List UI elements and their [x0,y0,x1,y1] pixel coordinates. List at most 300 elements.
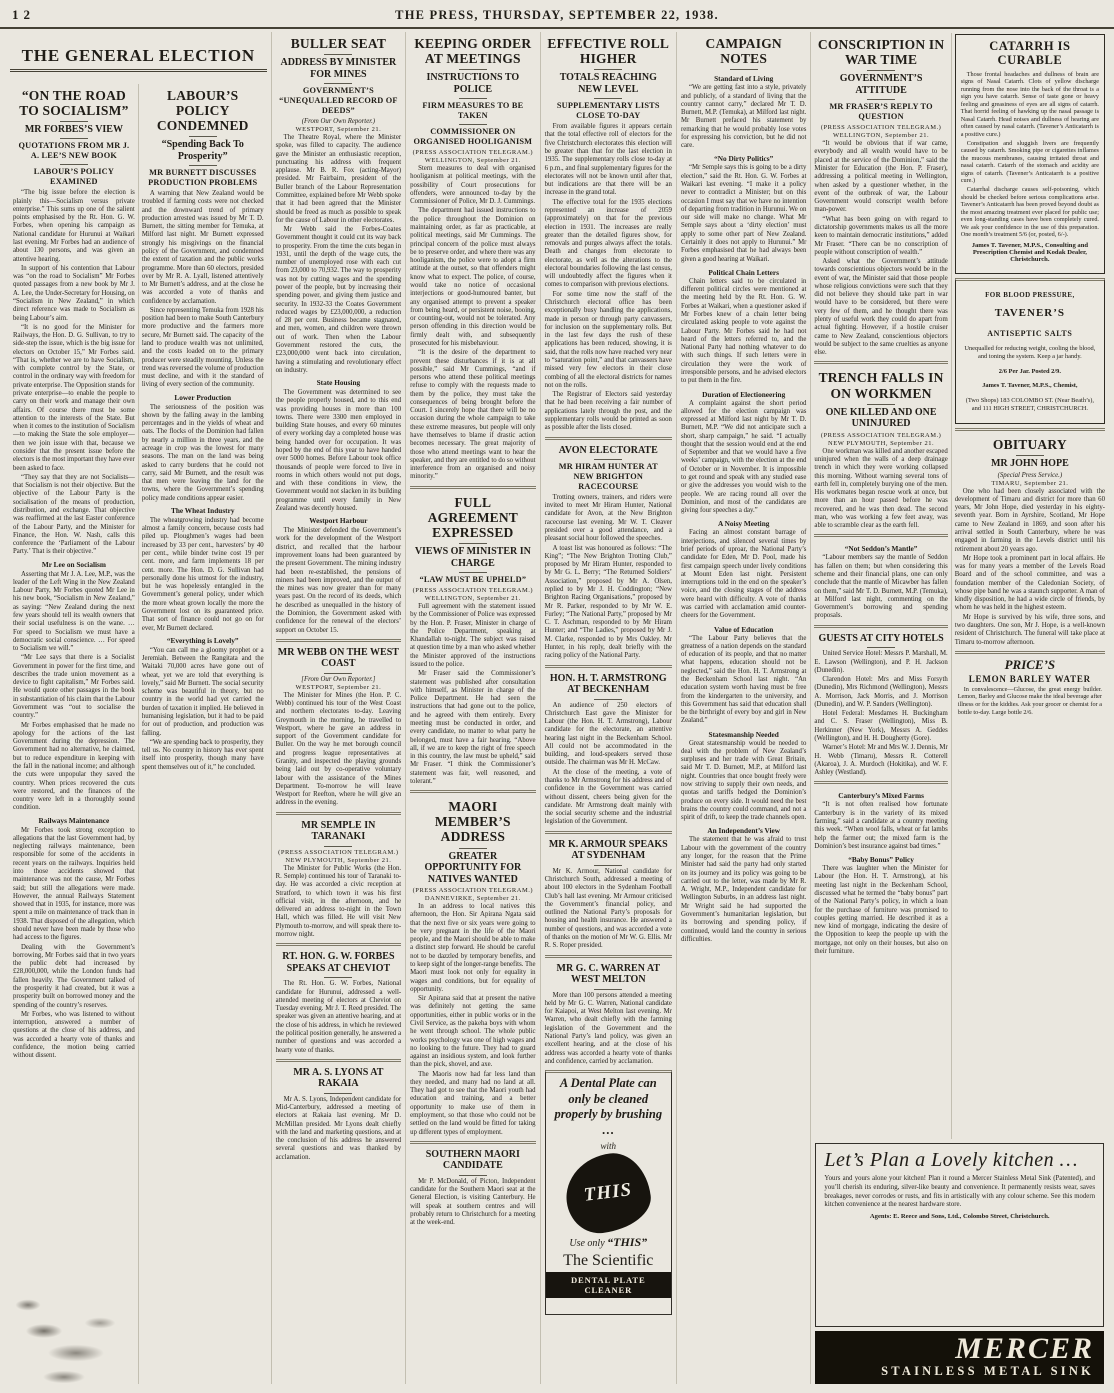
paragraph: “Mr Semple says this is going to be a dirty election,” said the Rt. Hon. G. W. Forbes at Waikari last evening. “I make it a policy never to contradict a Minister; but on this occasion I must say that we have no intention of departing from tradition in Hurunui. We on our side will make no change. What Mr Semple says about a ‘dirty election’ must apply to some other part of New Zealand. Certainly it does not apply to Hurunui.” Mr Forbes emphasised that he had always been given a good hearing at Waikari. [680,164,807,263]
paragraph: “We are getting fast into a style, privately and publicly, of a standard of living that the country cannot carry,” declared Mr T. D. Burnett, M.P. (Temuka), at Milford last night. Mr Burnett prefaced his statement by remarking that he would probably lose votes for expressing his conviction, but he did not care. [680,84,807,150]
headline-line [867,99,895,100]
paragraph: A toast list was honoured as follows: “The King”; “The New Brighton Trotting Club,” proposed by Mr Hiram Hunter, responded to by Mr G. L. Berry; “The Returned Soldiers’ Association,” proposed by Mr A. Olsen, replied to by Mr J. H. Coddington; “New Brighton Racing Organisations,” proposed by Mr R. Parker, responded to by Mr W. E. Furley; “The National Party,” proposed by Mr C. T. Aschman, responded to by Mr Hiram Hunter; and “The Ladies,” proposed by Mr J. M. Clarke, responded to by Mrs Oakley. Mr Hunter, in his reply, dealt briefly with the racing policy of the National Party. [544,544,672,660]
article-headlines [410,799,535,902]
masthead: THE PRESS, THURSDAY, SEPTEMBER 22, 1938. [395,8,719,22]
article-avon-electorate [545,437,672,661]
article-headlines [545,673,672,700]
article-headlines [13,88,135,188]
headline-line [324,977,352,978]
article-road-to-socialism [13,88,135,1061]
campaign-note [681,74,806,150]
use-only-text: Use only [569,1237,605,1249]
headline-line [459,848,487,849]
headline-line [594,699,622,700]
article-body [545,868,672,951]
headline-line: CAMPAIGN NOTES [705,36,782,67]
salts-ad-lines [961,291,1099,412]
campaign-note-heading: An Independent’s View [707,826,781,836]
article-body [276,692,401,808]
paragraph: Lower Production [174,392,232,402]
paragraph: Mr Lee on Socialism [41,559,106,569]
paragraph: “The Labour Party believes that the greatness of a nation depends on the standard of education of its people, and that no matter what happens, education should not be neglected,” said the Hon. H. T. Armstrong at the Beckenham School last night. “An education system worth having must be free from the kindergarten to the university, and this Government has said that education shall be the birthright of every boy and girl in New Zealand.” [680,634,807,725]
headline-line: WESTPORT, September 21. [295,683,382,691]
paragraph: The effective total for the 1935 elections represented an increase of 2059 (approximately) on that for the previous election in 1931. The increases are really greater than the detailed figures show, for removals and purges always affect the totals. Death and changes from electorate to electorate, as well as the alterations to the electoral boundaries following the last census, will undoubtedly affect the figures when it comes to comparison with previous elections. [544,198,672,289]
paragraph: Dealing with the Government’s borrowing, Mr Forbes said that in two years the public debt had increased by £28,000,000, while the London funds had fallen heavily. The Government talked of the prosperity it had created, but it was a prosperity built on borrowed money and the spending of the country’s reserves. [13,943,135,1009]
campaign-note [681,730,806,823]
column-labour-policy-condemned [138,84,267,1384]
headline-line: CONSCRIPTION IN WAR TIME [817,37,945,68]
paragraph: “They say that they are not Socialists—that Socialism is not their objective. But the objective of the Labour Party is the socialisation of the means of production, distribution, and exchange. That objective was reaffirmed at the last Easter conference of the Labour Party, and the Minister for Finance, the Hon. W. Nash, calls this conference the ‘Parliament of the Labour Party.’ That is their objective.” [13,473,135,556]
headline-line [867,404,895,405]
ad-line: 2/6 Per Jar. Posted 2/9. [998,367,1061,375]
article-body [276,1096,401,1162]
campaign-note [814,544,947,620]
dental-ad-headline: A Dental Plate can only be cleaned properly by brushing … [554,1076,663,1137]
paragraph: In an address to local natives this afternoon, the Hon. Sir Apirana Ngata said that the next five or six years were going to be very pregnant in the life of the Maori people, and the Maori should be able to make a distinct step forward. He should be careful not to be dazzled by temporary benefits, and to keep sight of the longer-range benefits. The Maori must look not only for equality in wages and conditions, but for equality of opportunity. [410,903,536,993]
paragraph: The Wheat Industry [170,506,235,515]
paragraph: State Housing [316,378,361,388]
headline-line: MAORI MEMBER’S ADDRESS [434,799,511,845]
right-section [810,32,1108,1384]
article-headlines [681,36,806,70]
paragraph: Asserting that Mr J. A. Lee, M.P., was the leader of the Left Wing in the New Zealand Labour Party, Mr Forbes quoted Mr Lee in his new book, “Socialism in New Zealand,” as saying: “New Zealand during the next few years should tell its wealth owners that their social usefulness is on the wane. … For speed to Socialism we must have a democratic social conscience. … For speed to Socialism we will.” [13,570,135,653]
headline-line [459,543,487,544]
mercer-banner [815,1331,1104,1384]
paragraph: A complaint against the short period allowed for the election campaign was expressed at Milford last night by Mr T. D. Burnett, M.P. “We did not anticipate such a short, sharp campaign,” he said. “I actually thought that the session would end at the end of September and that we would have a five weeks’ campaign, with the election at the end of October or in November. It is impossible to get round and speak with any studied ease or give the addresses you would wish to the people. We are racing round all over the Dominion, and most of the candidates are giving four speeches a day.” [680,399,807,515]
headline-line [324,673,352,674]
campaign-note-heading: Statesmanship Needed [708,729,779,739]
columns [0,29,1114,1390]
headline-line [189,165,217,166]
headline-line: BULLER SEAT [290,36,387,51]
headline-line: SOUTHERN MAORI CANDIDATE [425,1148,520,1172]
article-guests-city-hotels [814,625,947,778]
campaign-note-heading: A Noisy Meeting [717,519,770,529]
paragraph: More than 100 persons attended a meeting held by Mr G. C. Warren, National candidate for Kaiapoi, at West Melton last evening. Mr Warren, who dealt chiefly with the farming legislation of the Government and the National Party’s land policy, was given an excellent hearing, and at the close of his address was accorded a hearty vote of thanks and confidence, carried by acclamation. [544,991,672,1065]
kitchen-ad-headline: Let’s Plan a Lovely kitchen … [824,1149,1078,1171]
article-body [410,1178,535,1228]
paragraph: Mr P. McDonald, of Picton, Independent candidate for the Southern Maori seat at the General Election, is visiting Canterbury. He will speak at southern centres and will probably return to Christchurch for a meeting at the week-end. [410,1177,536,1227]
dental-plate-ad [545,1070,672,1315]
paragraph: Asked what the Government’s attitude towards conscientious objectors would be in the event of war, the Minister said that those people whose religious convictions were such that they did not believe they should take part in war would have to be considered, but there were very few of them, and he thought there was plenty of useful work they could do apart from actual fighting. However, if a hostile cruiser came to New Zealand, conscientious objectors would be subject to the same cruelties as anyone else. [814,258,948,357]
article-headlines [545,963,672,990]
headline-line [324,83,352,84]
paragraph: The Maoris now had far less land than they needed, and many had no land at all. They had got to see that the Maori youth had education and training, and a better opportunity to make use of them in employment, so that those who could not be settled on the land would be fitted for taking up different types of employment. [410,1070,536,1136]
headline-line [459,98,487,99]
prices-ad-product: LEMON BARLEY WATER [968,673,1091,684]
headline-line: RT. HON. G. W. FORBES SPEAKS AT CHEVIOT [282,951,395,974]
headline-line: OBITUARY [992,436,1067,452]
campaign-note-heading: Canterbury’s Mixed Farms [838,791,924,801]
campaign-note [681,826,806,944]
kitchen-ad-body: Yours and yours alone your kitchen! Plan it round a Mercer Stainless Metal Sink (Patented), and you’ll cherish its enduring, silver-like beauty and convenience. It permanently resists wear, saves breakages, never corrodes or rusts, and fits in artistically with any colour scheme. See this modern kitchen convenience at the nearest hardware store. [824,1175,1095,1209]
headline-line: COMMISSIONER ON ORGANISED HOOLIGANISM [413,127,533,147]
article-trench-falls [814,361,947,530]
paragraph: “It is not often realised how fortunate Canterbury is in the variety of its mixed farming,” said a candidate at a country meeting this week. “When wool falls, wheat or fat lambs help the farmer out; the mixed farm is the Dominion’s best insurance against bad times.” [814,801,948,850]
paragraph: In support of his contention that Labour was “on the road to Socialism” Mr Forbes quoted passages from a new book by Mr J. A. Lee, the Under-Secretary for Housing, on “Socialism in New Zealand,” in which direct reference was made to Socialism as being Labour’s aim. [13,264,135,322]
article-headlines [814,370,947,446]
article-warren-west-melton [545,955,672,1067]
paragraph: The Government was determined to see the people properly housed, and to this end was providing houses in more than 100 towns. There were 3300 men employed in building State houses, and every 60 minutes of every working day a completed house was being handed over for occupation. It was hoped by the end of this year to have handed over 5000 homes. Before Labour took office thousands of people were forced to live in rooms in which others would not put dogs, and with these conditions in view, the Government would not slacken in its building programme until every family in New Zealand was decently housed. [275,389,402,512]
paragraph: For some time now the staff of the Christchurch electoral office has been exceptionally busy handling the applications, made in person or through party canvassers, for inclusion on the supplementary rolls. But in the last few days the rush of these applications has been reduced, showing, it is said, that the rolls now have reached very near to “saturation point,” and that canvassers have missed very few electors in their close combing of all the electoral districts for names not on the rolls. [544,290,672,389]
paragraph: Constipation and sluggish livers are frequently caused by catarrh. Smoking pipe or cigarettes inflames the mucous membranes, causing irritated throat and nasal catarrh. Catarrh of the stomach and acidity are signs of catarrh. (Tavener’s Anticatarrh is a positive cure.) [960,139,1099,185]
headline-line: MR G. C. WARREN AT WEST MELTON [556,962,661,986]
article-body [814,650,947,777]
headline-line [730,69,758,70]
headline-line [594,459,622,460]
headline-line [594,98,622,99]
headline-line: (PRESS ASSOCIATION TELEGRAM.) [278,848,399,856]
headline-line: QUOTATIONS FROM MR J. A. LEE’S NEW BOOK [18,141,130,161]
column-ads-right [951,33,1108,1139]
kitchen-ad-agents: Agents: E. Reece and Sons, Ltd., Colombo Street, Christchurch. [869,1213,1050,1221]
campaign-note [681,268,806,386]
headline-line: WELLINGTON, September 21. [424,157,521,165]
article-headlines [955,437,1105,487]
ad-line: James T. Tavener, M.P.S., Chemist, [982,382,1078,390]
headline-line: MR HIRAM HUNTER AT NEW BRIGHTON RACECOURSE [558,462,658,491]
article-headlines [276,951,401,978]
headline-line: HON. H. T. ARMSTRONG AT BECKENHAM [549,672,667,696]
headline-line [867,70,895,71]
paragraph: Great statesmanship would be needed to deal with the problem of New Zealand’s surpluses and her trade with Great Britain, said Mr T. D. Burnett, M.P., at Milford last night. Countries that once bought freely were now striving to supply their own needs, and quotas and tariffs hedged the Dominion’s produce on every side. It would need the best brains the country could command, and not a spirit of drift, to keep the trade channels open. [680,739,807,822]
headline-line: MR K. ARMOUR SPEAKS AT SYDENHAM [548,838,668,862]
campaign-notes-list [681,74,806,944]
prices-ad-text: In convalescence—Glucose, the great energy builder. Lemon, Barley and Glucose make the ideal beverage after illness or for the kiddies. Ask your grocer or chemist for a bottle to-day. Large bottle 2/6. [957,685,1102,716]
campaign-note [681,625,806,726]
paragraph: There was laughter when the Minister for Labour (the Hon. H. T. Armstrong), at his meeting last night in the Beckenham School, discussed what he termed the “baby bonus” part of the National Party’s policy, in which a loan for the purchase of furniture was promised to couples getting married. He described it as a new kind of mortgage, indicating the desire of the Opposition to keep the people up with the mortgage, not only on their houses, but also on their furniture. [814,865,948,955]
article-keeping-order [410,36,535,482]
catarrh-ad-title: CATARRH IS CURABLE [989,39,1071,67]
headline-line [867,647,895,648]
headline-line: FIRM MEASURES TO BE TAKEN [422,101,524,121]
headline-line: ADDRESS BY MINISTER FOR MINES [280,57,397,80]
paragraph: “Everything is Lovely” [166,635,239,645]
headline-line: WELLINGTON, September 21. [424,595,521,602]
headline-line: AVON ELECTORATE [558,444,658,456]
campaign-note-heading: Duration of Electioneering [702,389,786,399]
paragraph: The Registrar of Electors said yesterday that he had been receiving a fair number of applications lately through the post, and the supplementary rolls would be printed as soon as possible after the lists closed. [544,391,672,432]
article-webb-west-coast [276,639,401,808]
headline-line [459,124,487,125]
brand-name-text: “THIS” [607,1234,648,1249]
article-headlines [545,36,672,121]
ad-line: FOR BLOOD PRESSURE, [985,291,1075,300]
headline-line [324,54,352,55]
campaign-notes-continued [814,534,947,620]
headline-line: GUESTS AT CITY HOTELS [818,632,944,644]
headline-line: VIEWS OF MINISTER IN CHARGE [414,546,531,569]
article-headlines [276,1067,401,1094]
paragraph: An audience of 250 electors of Christchurch East gave the Minister for Labour (the Hon. H. T. Armstrong), Labour candidate for the electorate, an attentive hearing last night in the Beckenham School. All could not be accommodated in the building, and loud-speakers served those outside. The chairman was Mr H. McCaw. [544,701,672,767]
headline-line [60,138,88,139]
campaign-note-heading: Value of Education [714,624,774,634]
article-conscription [814,37,947,357]
article-headlines [276,647,401,691]
dental-ad-brand: THIS [582,1178,634,1206]
headline-line: LABOUR’S POLICY EXAMINED [33,167,115,187]
headline-line [60,164,88,165]
ad-line: Unequalled for reducing weight, cooling the blood, and toning the system. Keep a jar handy. [964,345,1096,361]
article-body [410,165,535,482]
paragraph: “The big issue before the election is plainly this—Socialism versus private enterprise.” This sums up one of the salient points emphasised by the Rt. Hon. G. W. Forbes, when opening his campaign as National candidate for Hurunui at Waikari last evening. Mr Forbes had an audience of about 130 persons, and was given an attentive hearing. [13,189,135,263]
article-body [276,980,401,1055]
headline-line: (PRESS ASSOCIATION TELEGRAM.) [820,431,942,439]
headline-line: MR FORBES’S VIEW [24,123,123,135]
headline-line: (PRESS ASSOCIATION TELEGRAM.) [412,587,534,594]
headline-line: DANNEVIRKE, September 21. [424,895,521,903]
paragraph: Full agreement with the statement issued by the Commissioner of Police was expressed by the Hon. P. Fraser, Minister in charge of the Police Department, speaking at Khandallah to-night. The subject was raised at question time by a man who asked whether the Minister approved of the instructions issued to the police. [410,603,536,668]
paragraph: Catarrhal discharge causes self-poisoning, which should be checked before serious complications arise. Tavener’s Anticatarrh has been proved beyond doubt as the most amazing treatment ever placed for public use; even long-standing cases have been completely cured. We ask your confidence in the use of this preparation. One month’s treatment 5/6 (or, posted, 6/-). [960,185,1099,239]
article-maori-member [410,790,535,1137]
headline-line [1016,455,1044,456]
headline-line: TIMARU, September 21. [991,479,1069,487]
paragraph: “What has been going on with regard to dictatorship governments makes us all the more keen to maintain democratic institutions,” added Mr Fraser. “There can be no conscription of people without conscription of wealth.” [814,215,948,256]
campaign-notes-continued-2 [814,781,947,956]
paragraph: The statement that he was afraid to trust Labour with the government of the country any longer, for the reason that the Prime Minister had said the party had only started on its journey and its policy was going to be carried out to the letter, was made by Mr R. A. Wright, M.P., Independent candidate for Wellington Suburbs, in an address last night. Mr Wright said he had supported the Government’s humanitarian legislation, but its borrowing and spending policy, if continued, would land the country in serious difficulties. [680,836,807,943]
article-armstrong-beckenham [545,665,672,827]
paragraph: Chain letters said to be circulated in different political circles were mentioned at the meeting held by the Rt. Hon. G. W. Forbes at Waikari, when a questioner asked if Mr Forbes knew of a chain letter being circulated asking people to vote against the Labour Party. Mr Forbes said he had not heard of the letters referred to, and the National Party had nothing whatever to do with such things. If such letters were in circulation they were the work of irresponsible persons, and he advised electors to put them in the fire. [680,277,807,385]
mercer-brand-name: MERCER [955,1332,1094,1365]
catarrh-ad-footer: James T. Tavener, M.P.S., Consulting and Prescription Chemist and Kodak Dealer, Christchurch. [971,241,1089,263]
campaign-note [681,390,806,516]
headline-line: SUPPLEMENTARY LISTS CLOSE TO-DAY [556,101,660,121]
paragraph: Mr Webb said the Forbes-Coates Government thought it could cut its way back to prosperity. From the time the cuts began in 1931, until the depth of the wage cuts, the number of unemployed rose with each cut from 23,000 to 70,932. The way to prosperity was not by cutting wages and the spending power of the people, but by increasing their spending power, and giving them justice and security. In 1932-33 the Coates Government reduced wages by £23,000,000, a reduction of 28 per cent. Business became stagnated, and men, women, and children were thrown out of work. Then when the Labour Government restored the cuts, the £23,000,000 went back into circulation, having a stimulating and revolutionary effect on industry. [275,226,402,374]
dental-ad-use-line [550,1235,667,1250]
headline-line: “LAW MUST BE UPHELD” [419,575,527,585]
paragraph: The wheatgrowing industry had become almost a family concern, because costs had piled up. Ploughmen’s wages had been increased by 33 per cent., harvesters’ by 40 per cent., while binder twine cost 19 per cent. more, and farm implements 18 per cent. more. The Hon. D. G. Sullivan had personally done his utmost for the industry, but he was hopelessly entangled in the Government’s general policy, under which the more wheat grown locally the more the Government lost on its guaranteed price. That sort of finance could not go on for ever, Mr Burnett declared. [141,516,264,632]
paragraph: “Mr Lee says that there is a Socialist Government in power for the first time, and describes the trade union movement as a device to fight capitalism,” Mr Forbes said. He would quote other passages in the book in substantiation of his claim that the Labour Government was “out to socialise the country.” [13,654,135,720]
paragraph: Mr Hope took a prominent part in local affairs. He was for many years a member of the Levels Road Board and of the school committee, and was a foundation member of the Caledonian Society, of whose pipe band he was a staunch supporter. A man of kindly disposition, he had a wide circle of friends, by whom he was held in the highest esteem. [954,554,1105,612]
catarrh-ad [955,34,1105,274]
paragraph: Facing an almost constant barrage of interjections, and silenced several times by brief periods of uproar, the National Party’s candidate for Eden, Mr D. Pool, made his first campaign speech under lively conditions at Mount Eden last night. Persistent interruptions told in the end on the speaker’s voice, and the closing stages of the address were heard with difficulty. A vote of thanks was carried with acclamation amid counter-cheers for the Government. [680,529,807,620]
paragraph: Those frontal headaches and dullness of brain are signs of Nasal Catarrh. Clots of yellow discharge running from the nose into the back of the throat is a sign you have catarrh. Sense of taste gone or heavy feeling and greasiness of eyes are all signs of catarrh. That horrid feeling of hawking up the nasal passage is Nasal Catarrh. Head noises and dullness of hearing are often caused by nasal catarrh. (Tavener’s Anticatarrh is a positive cure.) [960,70,1099,138]
paragraph: Mr A. S. Lyons, Independent candidate for Mid-Canterbury, addressed a meeting of electors at Rakaia last evening. Mr D. McMillan presided. Mr Lyons dealt chiefly with the land and marketing questions, and at the conclusion of his address he answered several questions and was thanked by acclamation. [275,1095,402,1161]
headline-line: NEW PLYMOUTH, September 21. [828,439,935,447]
paragraph: Mr K. Armour, National candidate for Christchurch South, addressed a meeting of about 100 electors in the Sydenham Football Club’s hall last evening. Mr Armour criticised the Government’s financial policy, and outlined the National Party’s proposals for housing and health insurance. He answered a number of questions, and was accorded a vote of thanks on the motion of Mr W. G. Ellis. Mr R. S. Roper presided. [544,867,672,950]
article-body [814,448,947,531]
paragraph: Stern measures to deal with organised hooliganism at political meetings, with the possibility of Court prosecutions for offenders, were announced to-day by the Commissioner of Police, Mr D. J. Cummings. [410,165,536,206]
paragraph: The Minister defended the Government’s work for the development of the Westport district, and recalled that the harbour improvement loans had been guaranteed by the present Government. The mining industry had been re-established, the pensions of miners had been improved, and the output of the mines was now greater than for many years past. On the record of its deeds, which he described as unequalled in the history of the Dominion, the Government asked with confidence for the renewal of the electors’ support on October 15. [275,527,402,634]
section-banner: THE GENERAL ELECTION [10,44,267,72]
ad-line: ANTISEPTIC SALTS [987,328,1073,338]
article-body [955,488,1105,647]
dental-ad-tagline: The Scientific [563,1251,654,1269]
campaign-note [814,791,947,851]
paragraph: A warning that New Zealand would be troubled if farming costs were not checked and the downward trend of primary production arrested was issued by Mr T. D. Burnett, the sitting member for Temuka, at Milford last night. Mr Burnett expressed strongly his misgivings on the financial policy of the Government, and condemned the extent of taxation and the public works programme. More than 60 electors, presided over by Mr R. A. Lyall, listened attentively to Mr Burnett’s address, and at the close he was accorded a vote of thanks and confidence by acclamation. [141,189,264,305]
article-semple-taranaki [276,812,401,940]
column-road-to-socialism [10,84,138,1384]
prices-ad [955,651,1105,720]
mercer-product-name: STAINLESS METAL SINK [881,1364,1094,1378]
headline-line: INSTRUCTIONS TO POLICE [426,72,520,95]
headline-line: “ON THE ROAD TO SOCIALISM” [19,87,129,118]
page-header [0,0,1114,29]
dental-ad-with: with [600,1140,617,1151]
article-body [545,992,672,1067]
headline-line: WESTPORT, September 21. [295,125,382,133]
article-headlines [276,820,401,864]
article-body [545,494,672,661]
headline-line [459,1175,487,1176]
paragraph: Mr Forbes emphasised that he made no apology for the actions of the last Government during the depression. The Government had no alternative, he claimed, but to reduce expenditure in keeping with the fall in the national income; and although the cuts were unpopular they saved the country. When prices recovered the cuts were restored, and the finances of the country were left in a thoroughly sound condition. [13,721,135,812]
paragraph: Mr Forbes, who was listened to without interruption, answered a number of questions at the close of his address, and was accorded a hearty vote of thanks and confidence, the motion being carried without dissent. [13,1010,135,1060]
paragraph: One workman was killed and another escaped uninjured when the walls of a deep drainage trench in which they were working collapsed this morning. Without warning several tons of earth fell in, completely burying one of the men. His workmates began rescue work at once, but more than an hour passed before he was recovered, and he was then dead. The second man, who was working a few feet away, was able to scramble clear as the earth fell. [814,447,948,530]
paragraph: “Labour members say the mantle of Seddon has fallen on them; but when considering this scheme and their financial plans, one can only conclude that the mantle of Micawber has fallen on them,” said Mr T. D. Burnett, M.P. (Temuka), at Milford last night, commenting on the Government’s borrowing and spending proposals. [814,554,948,620]
column-buller-seat [271,32,405,1384]
paragraph: The Minister for Public Works (the Hon. R. Semple) continued his tour of Taranaki to-day. He was accorded a civic reception at Stratford, to which town it was his first official visit, in the afternoon, and he delivered an address to-night in the Town Hall, which was filled. He will visit New Plymouth to-morrow, and will speak there to-morrow night. [275,864,402,938]
column-conscription [811,33,950,1139]
column-keeping-order [405,32,539,1384]
paragraph: Westport Harbour [309,516,368,526]
article-labour-policy-condemned [142,88,264,772]
article-southern-maori [410,1141,535,1228]
headline-line [324,846,352,847]
headline-line: LABOUR’S POLICY CONDEMNED [156,87,249,133]
headline-line: (PRESS ASSOCIATION TELEGRAM.) [412,887,534,895]
headline-line: “Spending Back To Prosperity” [161,139,244,162]
campaign-note-heading: “Baby Bonus” Policy [848,855,914,865]
article-body [410,903,535,1137]
paragraph: The department had issued instructions to the police throughout the Dominion on maintaining order, as far as practicable, at political meetings, said Mr Cummings. The principal concern of the police must always be to preserve order, and where there was any hooliganism, the police were to adopt a firm attitude at the outset, so that offenders might know what to expect. The police, of course, would take no notice of occasional interjections or good-humoured banter, but any organised attempt to prevent a speaker from being heard, or persistent noise, booing, or counting-out, would not be tolerated. Any person offending in this direction would be firmly dealt with, and subsequently prosecuted for his misbehaviour. [410,207,536,347]
headline-line: MR BURNETT DISCUSSES PRODUCTION PROBLEMS [148,168,258,188]
article-body [142,190,264,772]
headline-line [594,989,622,990]
paragraph: The Minister for Mines (the Hon. P. C. Webb) continued his tour of the West Coast and northern electorates to-day. Leaving Greymouth in the morning, he travelled to Westport, where he gave an address in support of the Government candidate for Buller. On the way he met borough council and progress league representatives at Granity, and inspected the playing grounds being laid out by co-operative voluntary labour with the assistance of the Mines Department. To-morrow he will leave Westport for Reefton, where he will give an address in the evening. [275,691,402,807]
article-campaign-notes [681,36,806,944]
paragraph: Mr Hope is survived by his wife, three sons, and two daughters. One son, Mr J. Hope, is a well-known resident of Christchurch. The funeral will take place at Timaru to-morrow afternoon. [954,613,1105,646]
headline-line: KEEPING ORDER AT MEETINGS [414,36,532,67]
article-effective-roll [545,36,672,433]
paragraph: “It would be obvious that if war came, everybody and all wealth would have to be placed at the service of the Dominion,” said the Minister for Education (the Hon. P. Fraser), addressing a political meeting in Wellington, when asked by a questioner whether, in the event of the outbreak of war, the Labour Government would conscript wealth before man-power. [814,140,948,214]
headline-line [324,1093,352,1094]
headline-line: WELLINGTON, September 21. [833,132,930,140]
article-body [545,123,672,432]
column-campaign-notes [676,32,810,1384]
general-election-section [6,32,271,1384]
paragraph: “You can call me a gloomy prophet or a Jeremiah. Between the Rangitata and the Waitaki 70,000 acres have gone out of wheat, yet we are told that everything is lovely,” said Mr Burnett. The social security scheme was beautiful in theory, but no country in the world had yet carried the burden of taxation it implied. He believed in humanising legislation, but it had to be paid for out of production, and production was falling. [141,646,264,737]
article-headlines [276,36,401,133]
paragraph: Mr Fraser said the Commissioner’s statement was published after consultation with himself, as Minister in charge of the Police Department. He had seen the instructions that had gone out to the police, and he agreed with them entirely. Every meeting must be conducted in order, and every candidate, no matter to what party he belonged, must have a fair hearing. “Above all, if we are to keep the right of free speech in this country, the law must be upheld,” said Mr Fraser. “I think the Commissioner’s statement was fair, well reasoned, and tolerant.” [410,670,536,785]
article-headlines [410,36,535,164]
general-election-columns [10,84,267,1384]
paragraph: The Rt. Hon. G. W. Forbes, National candidate for Hurunui, addressed a well-attended meeting of electors at Cheviot on Tuesday evening. Mr J. T. Reed presided. The speaker was given an attentive hearing, and at the close of his address, in which he reviewed the political position generally, he answered a number of questions and was accorded a hearty vote of thanks. [275,980,402,1054]
article-body [545,702,672,827]
campaign-note [681,154,806,263]
paragraph: The seriousness of the position was shown by the falling away in the lambing percentages and in the yields of wheat and oats. The flocks of the Dominion had fallen by nearly a million in three years, and the acreage in crop was the lowest for many seasons. The man on the land was being asked to carry burdens that he could not carry, said Mr Burnett, and the result was that men were leaving the land for the towns, where the Government’s spending policy made conditions appear easier. [141,403,264,502]
headline-line [594,865,622,866]
campaign-note-heading: “No Dirty Politics” [714,154,774,164]
article-body [276,134,401,635]
headline-line: (PRESS ASSOCIATION TELEGRAM.) [820,124,942,132]
paragraph: Mr Forbes took strong exception to allegations that the last Government had, by neglecting railways maintenance, been responsible for some of the accidents in recent years on the railways. Inquiries held into those accidents showed that maintenance was not the cause, Mr Forbes said; but still the allegations were made. However, the annual Railways Statement showed that in 1935, for instance, more was spent a mile on maintenance of track than in 1938. That disposed of the allegation, which should never have been made by those who had access to the figures. [13,826,135,942]
headline-line [459,69,487,70]
paragraph: “It is no good for the Minister for Railways, the Hon. D. G. Sullivan, to try to side-step the issue, which is the big issue for electors on October 15,” Mr Forbes said. “That is, whether we are to have Socialism, with complete control by the State, or control in the ordinary way with freedom for private enterprise. The Opposition stands for private enterprise—to enable the people to carry on their work and manage their own affairs. Of course there must be some attention to the interests of the State. But when it comes to the institution of Socialism—to making the State the sole employer—then we join issue with that, because we consider that the present issue before the electors is the most important they have ever been asked to face. [13,323,135,472]
campaign-note-heading: Political Chain Letters [708,267,779,277]
headline-line: FULL AGREEMENT EXPRESSED [427,494,518,540]
column-effective-roll [540,32,676,1384]
paragraph: Sir Apirana said that at present the native was definitely not getting the same opportunities, either in public works or in the Civil Service, as the pakeha boys with whom he went through school. The whole public works psychology was one of high wages and no looking to the future. They had to guard against an insidious system, and look further than the pick, shovel, and axe. [410,995,536,1069]
headline-line: MR FRASER’S REPLY TO QUESTION [829,102,933,122]
hotel-guest-list-item: Clarendon Hotel: Mrs and Miss Forsyth (Dunedin), Mrs Richmond (Wellington), Messrs A. Morrison, Jack Morris, and J. Morrison (Dunedin), and W. P. Sanders (Wellington). [814,676,948,708]
paragraph: At the close of the meeting, a vote of thanks to Mr Armstrong for his address and of confidence in the Government was carried without dissent, cheers being given for the candidate. Mr Armstrong dealt mainly with the social security scheme and the industrial legislation of the Government. [544,768,672,826]
ad-line: (Two Shops) 183 COLOMBO ST. (Near Beath’s), and 111 HIGH STREET, CHRISTCHURCH. [965,396,1095,412]
paragraph: Trotting owners, trainers, and riders were invited to meet Mr Hiram Hunter, National candidate for Avon, at the New Brighton racecourse last evening. Mr W. T. Cleaver presided over a good attendance, and a pleasant social hour followed the speeches. [544,493,672,543]
article-buller-seat [276,36,401,635]
article-headlines [545,839,672,866]
article-headlines [814,37,947,139]
article-body [814,140,947,357]
headline-line: [From Our Own Reporter.] [301,675,376,683]
paragraph: Since representing Temuka from 1928 his position had been to make South Canterbury more productive and the farmers more secure, Mr Burnett said. The capacity of the land to produce wealth was not unlimited, and the costs loaded on to the primary producer were steadily mounting. Unless the trend was reversed the volume of production must decline, and with it the standard of living of every section of the community. [141,306,264,389]
headline-line: (PRESS ASSOCIATION TELEGRAM.) [412,149,534,157]
article-lyons-rakaia [276,1059,401,1162]
hotel-guest-list-item: Hotel Federal: Mesdames H. Buckingham and C. S. Fraser (Wellington), Miss B. Herkinner (New York), Messrs A. Geddes (Wellington), and H. H. Dougherty (Gore). [814,710,948,743]
headline-line [459,572,487,573]
headline-line [60,121,88,122]
article-headlines [410,1149,535,1176]
headline-line: TOTALS REACHING NEW LEVEL [559,72,657,95]
hotel-guest-list-item: United Service Hotel: Messrs P. Marshall, M. E. Lawson (Wellington), and P. H. Jackson (Dunedin). [814,650,948,674]
paragraph: One who had been closely associated with the development of Timaru and district for more than 60 years, Mr John Hope, died yesterday in his eighty-seventh year. Born in Ayrshire, Scotland, Mr Hope came to New Zealand in 1869, and soon after his arrival settled in South Canterbury, where he was engaged in farming in the Levels district until his retirement about 20 years ago. [954,487,1105,553]
headline-line: MR JOHN HOPE [990,458,1069,470]
article-armour-sydenham [545,831,672,951]
article-body [410,603,535,786]
paragraph: Railways Maintenance [38,815,110,825]
headline-line: GOVERNMENT’S “UNEQUALLED RECORD OF DEEDS” [279,86,398,116]
salts-ad [955,278,1105,423]
article-body [13,189,135,1060]
paragraph: The Theatre Royal, where the Minister spoke, was filled to capacity. The audience gave the Minister an enthusiastic reception, punctuating his address with frequent applause. Mr B. R. Fox (acting-Mayor) presided. Mr Fairbairn, president of the Buller branch of the Labour Representation Committee, explained before Mr Webb spoke that it had been agreed that the Minister should be freed as much as possible to speak for the cause of Labour in other electorates. [275,133,402,224]
paragraph: “We are spending back to prosperity, they tell us. No country in history has ever spent itself into prosperity, though many have spent themselves out of it,” he concluded. [141,738,264,771]
campaign-note [814,855,947,956]
headline-line: NEW PLYMOUTH, September 21. [285,856,392,864]
headline-line: GREATER OPPORTUNITY FOR NATIVES WANTED [424,850,522,885]
ad-line: TAVENER’S [994,307,1066,320]
headline-line: MR WEBB ON THE WEST COAST [277,646,399,670]
headline-line [594,69,622,70]
catarrh-ad-body [961,71,1099,239]
prices-ad-brand: PRICE’S [1004,656,1056,672]
ink-swirl-graphic [562,1149,655,1237]
article-forbes-cheviot [276,943,401,1055]
article-headlines [142,88,264,188]
dental-ad-product-banner: DENTAL PLATE CLEANER [546,1272,671,1298]
article-headlines [545,445,672,492]
headline-line: ONE KILLED AND ONE UNINJURED [825,406,937,430]
campaign-note-heading: “Not Seddon’s Mantle” [844,544,918,554]
headline-line: (From Our Own Reporter.) [301,117,376,125]
headline-line: TRENCH FALLS IN ON WORKMEN [818,370,944,401]
page-number: 12 [12,7,35,22]
headline-line: (Special Press Service.) [997,471,1063,479]
paragraph: From available figures it appears certain that the total effective roll of electors for the five Christchurch electorates this election will be greater than that for the last election in 1935. The supplementary rolls close to-day at 6 p.m., and final supplementary figures for the electorates will not be known until after that, but indications are that there will be an increase in the grand total. [544,123,672,197]
paragraph: “It is the desire of the department to prevent these disturbances if it is at all possible,” said Mr Cummings, “and if persons who attend these political meetings refuse to comply with the requests made to them by the police, they must take the consequences of being brought before the Court. I sincerely hope that there will be no occasion during the whole campaign to take these extreme measures, but people will only have themselves to blame if drastic action becomes necessary. The great majority of those who attend meetings want to hear the speaker, and they are entitled to do so without interference from an organised and noisy minority.” [410,349,536,481]
article-full-agreement [410,486,535,786]
article-headlines [814,633,947,649]
article-body [276,865,401,940]
article-obituary [955,428,1105,647]
kitchen-ad [815,1143,1104,1327]
headline-line [189,136,217,137]
headline-line: MR A. S. LYONS AT RAKAIA [293,1066,384,1090]
headline-line: MR SEMPLE IN TARANAKI [301,819,376,843]
campaign-note [681,519,806,620]
headline-line: GOVERNMENT’S ATTITUDE [839,73,923,96]
article-headlines [410,495,535,602]
campaign-note-heading: Standard of Living [714,74,774,84]
right-top-row [811,33,1108,1139]
